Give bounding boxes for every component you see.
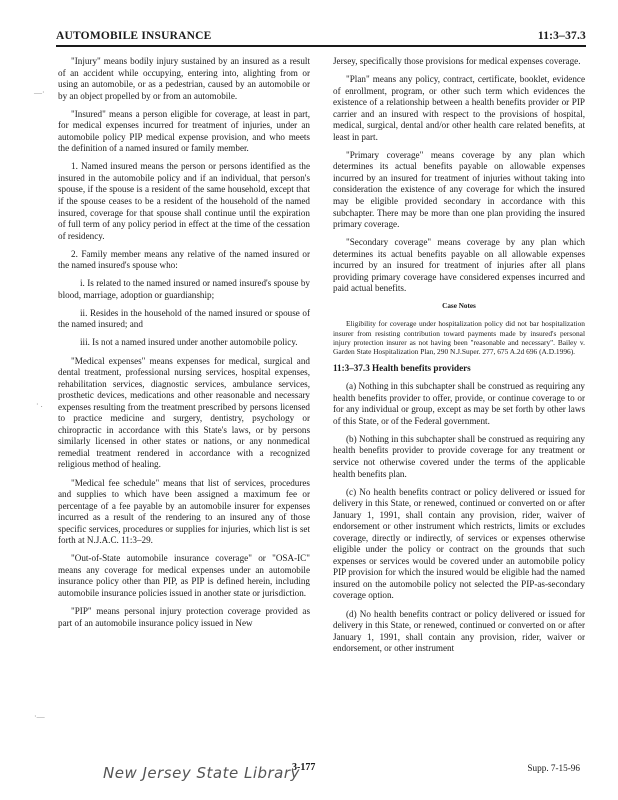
definition-medical-expenses: "Medical expenses" means expenses for medical, surgical and dental treatment, professional nursing services, hospital expenses, rehabilitation services, diagnostic services, ambulance services, prosthetic devices, medications and other reasonable and necessary expenses resulting from the treatment prescribed by persons licensed to practice medicine and surgery, dentistry, psychology or chiropractic in accordance with this State's laws, or by persons similarly licensed in other states or nations, or any nonmedical remedial treatment rendered in accordance with a recognized religious method of healing. [58, 355, 310, 470]
definition-primary-coverage: "Primary coverage" means coverage by any plan which determines its actual benefits payable on allowable expenses incurred by an insured for treatment of injuries without taking into consideration the existence of any coverage for which the insured may be eligible provided secondary in accordance with this subchapter. There may be more than one plan providing the insured primary coverage. [333, 149, 585, 230]
definition-secondary-coverage: "Secondary coverage" means coverage by any plan which determines its actual benefits payable on all allowable expenses incurred by an insured for treatment of injuries after all plans providing primary coverage have considered expenses incurred and paid actual benefits. [333, 237, 585, 294]
definition-osaic: "Out-of-State automobile insurance coverage" or "OSA-IC" means any coverage for medical expenses under an automobile insurance policy other than PIP, as PIP is defined herein, including automobile insurance policies issued in another state or jurisdiction. [58, 553, 310, 598]
definition-named-insured: 1. Named insured means the person or persons identified as the insured in the automobile policy and if an individual, that person's spouse, if the spouse is a resident of the same household, except that if the spouse ceases to be a resident of the household of the named insured, coverage for that spouse shall continue until the expiration of full term of any policy period in effect at the time of the cessation of residency. [58, 161, 310, 241]
margin-mark: · . [36, 400, 43, 409]
definition-medical-fee-schedule: "Medical fee schedule" means that list of services, procedures and supplies to which have been assigned a maximum fee or percentage of a fee payable by an automobile insurer for expenses incurred as a result of the rendering to an insured any of those specific services, procedures or supplies for injuries, which list is set forth at N.J.A.C. 11:3–29. [58, 477, 310, 546]
right-column [333, 56, 585, 661]
definition-insured: "Insured" means a person eligible for coverage, at least in part, for medical expenses incurred for treatment of injuries, under an automobile policy PIP medical expense provision, and who meets the definition of a named insured or family member. [58, 108, 310, 154]
page-number: 3-177 [292, 762, 316, 773]
section-paragraph-c: (c) No health benefits contract or policy delivered or issued for delivery in this State, or renewed, continued or converted on or after January 1, 1991, shall contain any provision, rider, waiver of endorsement or other instrument which restricts, limits or excludes coverage, directly or indirectly, of services or expenses otherwise eligible under the policy or contract on the grounds that such expenses or services would be covered under an automobile policy PIP provision for which the insured would be eligible had the named insured on the automobile policy not selected the PIP-as-secondary coverage option. [333, 486, 585, 601]
section-paragraph-d: (d) No health benefits contract or policy delivered or issued for delivery in this State, or renewed, continued or converted on or after January 1, 1991, shall contain any provision, rider, waiver or endorsement, or other instrument [333, 608, 585, 654]
family-member-item-iii: iii. Is not a named insured under another automobile policy. [80, 337, 298, 348]
supplement-date: Supp. 7-15-96 [527, 763, 580, 773]
section-heading: 11:3–37.3 Health benefits providers [333, 363, 471, 374]
margin-mark: ·— [34, 712, 45, 721]
page-footer [0, 760, 618, 784]
definition-pip-continued: Jersey, specifically those provisions for medical expenses coverage. [333, 56, 581, 66]
header-rule [56, 45, 586, 47]
header-section-number: 11:3–37.3 [537, 30, 586, 42]
running-header [56, 30, 586, 48]
family-member-item-ii: ii. Resides in the household of the named insured or spouse of the named insured; and [58, 307, 310, 330]
section-paragraph-b: (b) Nothing in this subchapter shall be construed as requiring any health benefits provider to provide coverage for any treatment or service not otherwise covered under the terms of the applicable health benefits plan. [333, 433, 585, 479]
margin-mark: —· [34, 88, 45, 97]
library-stamp: New Jersey State Library [103, 764, 300, 782]
section-paragraph-a: (a) Nothing in this subchapter shall be construed as requiring any health benefits provider to offer, provide, or continue coverage to or for any individual or group, except as may be set forth by other laws of this State, or of the Federal government. [333, 381, 585, 426]
family-member-item-i: i. Is related to the named insured or named insured's spouse by blood, marriage, adoption or guardianship; [58, 278, 310, 300]
case-notes-text: Eligibility for coverage under hospitalization policy did not bar hospitalization insurer from resisting contribution toward payments made by insured's personal injury protection insurer as not having been "reasonable and necessary". Bailey v. Garden State Hospitalization Plan, 290 N.J.Super. 277, 675 A.2d 696 (A.D.1996). [333, 319, 585, 357]
definition-family-member: 2. Family member means any relative of the named insured or the named insured's spouse who: [58, 248, 310, 271]
definition-pip: "PIP" means personal injury protection coverage provided as part of an automobile insurance policy issued in New [58, 605, 310, 628]
case-notes-title: Case Notes [442, 302, 476, 311]
definition-injury: "Injury" means bodily injury sustained by an insured as a result of an accident while occupying, entering into, alighting from or using an automobile, or as a pedestrian, caused by an automobile or by an object propelled by or from an automobile. [58, 56, 310, 101]
definition-plan: "Plan" means any policy, contract, certificate, booklet, evidence of enrollment, program, or other such term which evidences the existence of a relationship between a health benefits provider or PIP carrier and an insured with respect to the provisions of hospital, medical, surgical, dental and/or other health care related benefits, at least in part. [333, 74, 585, 142]
left-column [58, 56, 310, 636]
header-title: AUTOMOBILE INSURANCE [56, 30, 212, 42]
